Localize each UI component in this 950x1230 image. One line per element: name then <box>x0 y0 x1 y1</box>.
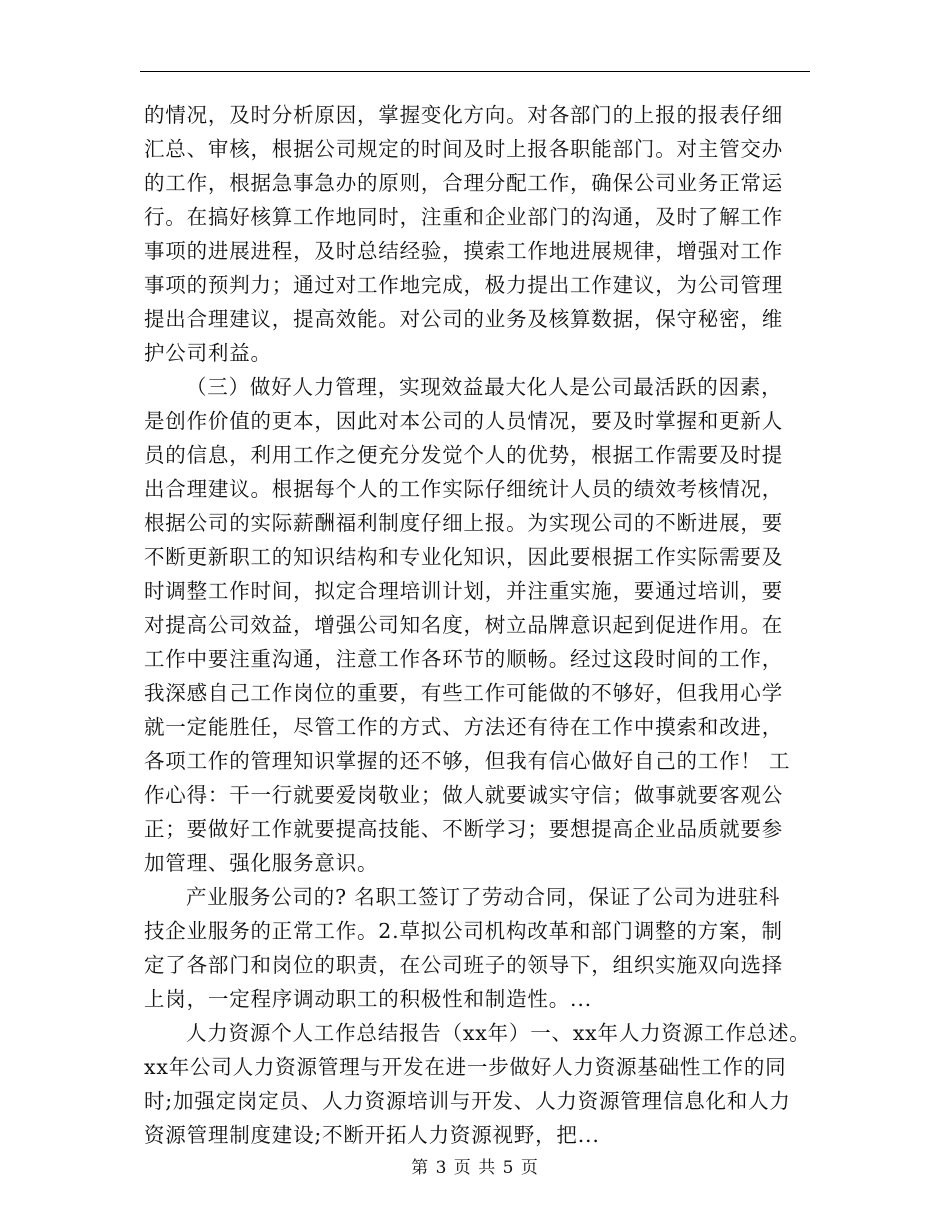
text-line: 各项工作的管理知识掌握的还不够，但我有信心做好自己的工作！ 工 <box>144 749 791 773</box>
text-line: 护公司利益。 <box>144 341 272 365</box>
text-line: 产业服务公司的? 名职工签订了劳动合同，保证了公司为进驻科 <box>186 885 781 909</box>
text-line: 加管理、强化服务意识。 <box>144 851 379 875</box>
text-line: 人力资源个人工作总结报告（xx年）一、xx年人力资源工作总述。 <box>186 1021 811 1045</box>
text-line: 技企业服务的正常工作。2.草拟公司机构改革和部门调整的方案，制 <box>144 919 783 943</box>
text-line: 根据公司的实际薪酬福利制度仔细上报。为实现公司的不断进展，要 <box>144 511 783 535</box>
text-line: 汇总、审核，根据公司规定的时间及时上报各职能部门。对主管交办 <box>144 137 783 161</box>
text-line: 员的信息，利用工作之便充分发觉个人的优势，根据工作需要及时提 <box>144 443 783 467</box>
text-line: 的情况，及时分析原因，掌握变化方向。对各部门的上报的报表仔细 <box>144 103 783 127</box>
text-line: 提出合理建议，提高效能。对公司的业务及核算数据，保守秘密，维 <box>144 307 783 331</box>
text-line: 工作中要注重沟通，注意工作各环节的顺畅。经过这段时间的工作， <box>144 647 783 671</box>
text-line: 就一定能胜任，尽管工作的方式、方法还有待在工作中摸索和改进， <box>144 715 783 739</box>
text-line: 不断更新职工的知识结构和专业化知识，因此要根据工作实际需要及 <box>144 545 783 569</box>
text-line: 作心得：干一行就要爱岗敬业；做人就要诚实守信；做事就要客观公 <box>144 783 783 807</box>
text-line: 出合理建议。根据每个人的工作实际仔细统计人员的绩效考核情况， <box>144 477 783 501</box>
text-line: 定了各部门和岗位的职责，在公司班子的领导下，组织实施双向选择 <box>144 953 783 977</box>
text-line: 正；要做好工作就要提高技能、不断学习；要想提高企业品质就要参 <box>144 817 783 841</box>
text-line: 时调整工作时间，拟定合理培训计划，并注重实施，要通过培训，要 <box>144 579 783 603</box>
text-line: 行。在搞好核算工作地同时，注重和企业部门的沟通，及时了解工作 <box>144 205 783 229</box>
page-number: 第 3 页 共 5 页 <box>411 1158 539 1178</box>
text-line: xx年公司人力资源管理与开发在进一步做好人力资源基础性工作的同 <box>144 1055 787 1079</box>
text-line: 我深感自己工作岗位的重要，有些工作可能做的不够好，但我用心学 <box>144 681 783 705</box>
text-line: 对提高公司效益，增强公司知名度，树立品牌意识起到促进作用。在 <box>144 613 783 637</box>
text-line: 的工作，根据急事急办的原则，合理分配工作，确保公司业务正常运 <box>144 171 783 195</box>
text-line: 事项的预判力；通过对工作地完成，极力提出工作建议，为公司管理 <box>144 273 783 297</box>
text-line: 资源管理制度建设;不断开拓人力资源视野，把... <box>144 1123 600 1147</box>
text-line: 是创作价值的更本，因此对本公司的人员情况，要及时掌握和更新人 <box>144 409 783 433</box>
header-rule <box>140 71 810 72</box>
text-line: 事项的进展进程，及时总结经验，摸索工作地进展规律，增强对工作 <box>144 239 783 263</box>
text-line: （三）做好人力管理，实现效益最大化人是公司最活跃的因素， <box>186 375 783 399</box>
text-line: 时;加强定岗定员、人力资源培训与开发、人力资源管理信息化和人力 <box>144 1089 791 1113</box>
text-line: 上岗，一定程序调动职工的积极性和制造性。... <box>144 987 592 1011</box>
